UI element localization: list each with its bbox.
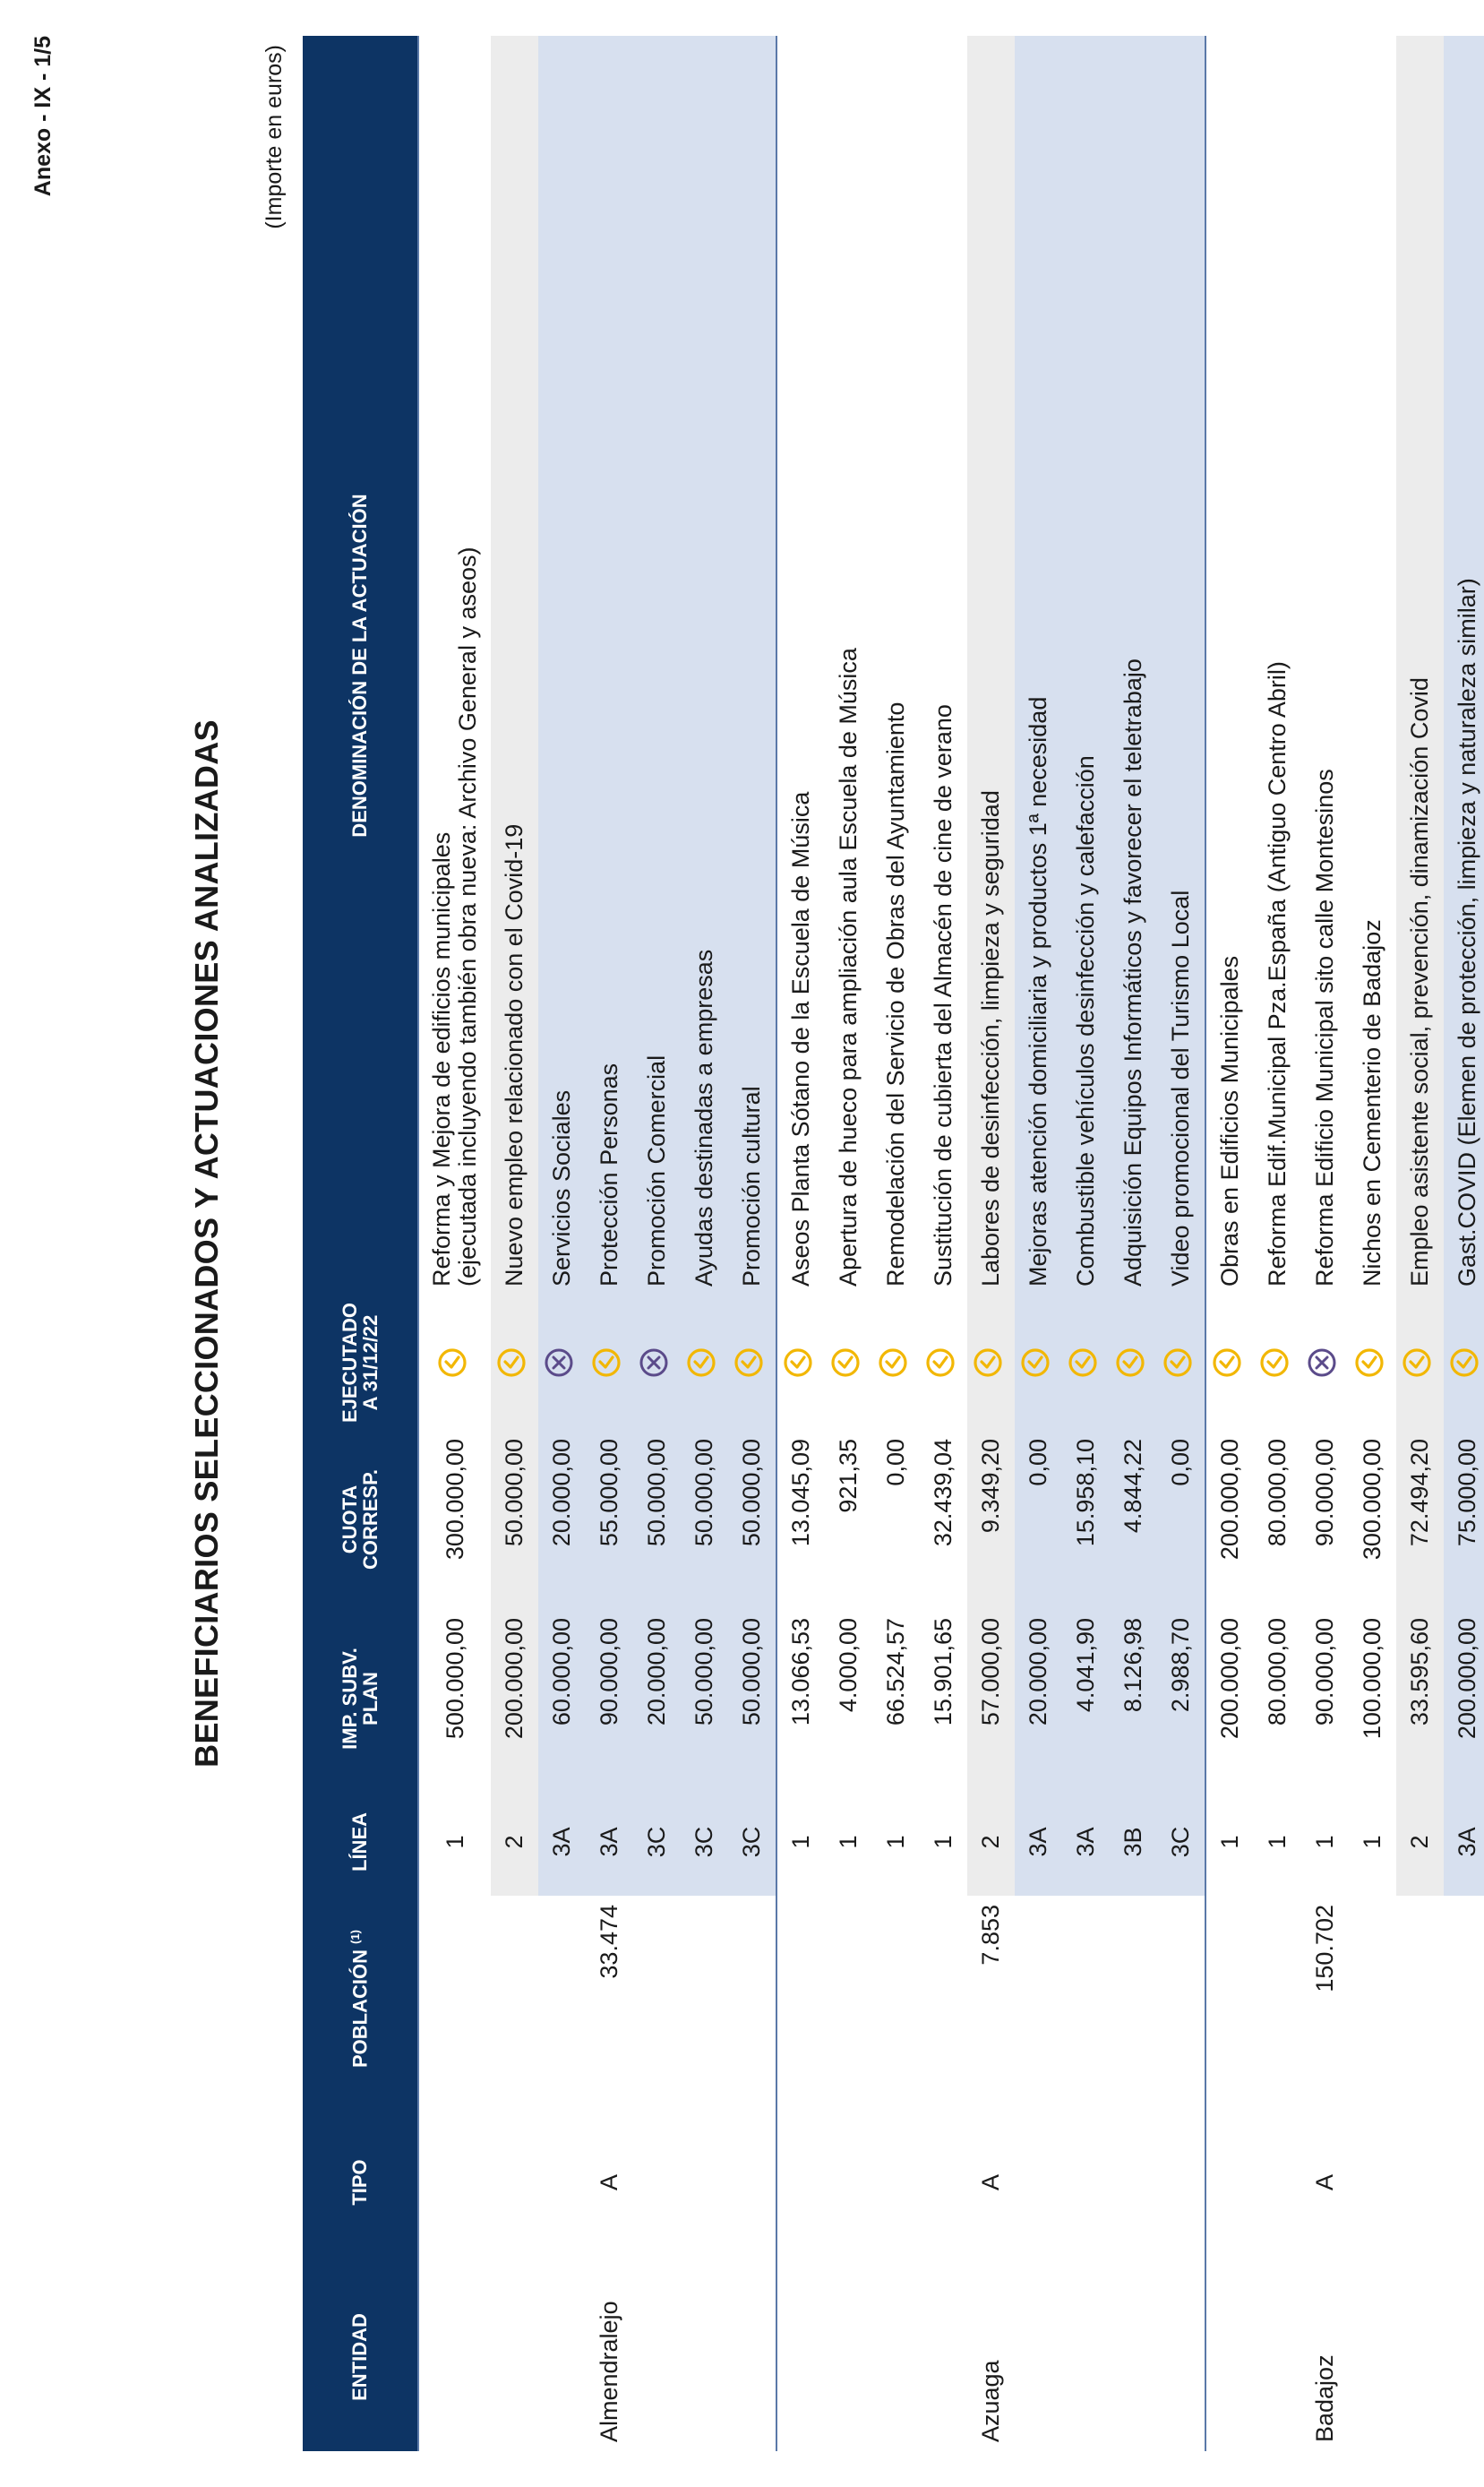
entity-name: Azuaga	[977, 2360, 1004, 2442]
table-body	[418, 36, 1484, 2451]
entity-tipo	[1110, 2102, 1157, 2263]
linea-cell: 1	[1359, 1835, 1385, 1849]
entity-name	[1157, 2263, 1205, 2451]
imp-subv-cell: 20.000,00	[1015, 1609, 1062, 1788]
cuota-cell: 15.958,10	[1062, 1430, 1110, 1609]
imp-subv-cell: 500.000,00	[418, 1609, 491, 1788]
imp-subv-cell: 33.595,60	[1396, 1609, 1444, 1788]
linea-cell: 3C	[728, 1788, 776, 1896]
table-row	[1110, 36, 1157, 2451]
check-circle-icon	[878, 1347, 914, 1378]
check-circle-icon	[1402, 1347, 1438, 1378]
entity-poblacion	[776, 1896, 825, 2102]
imp-subv-cell: 15.901,65	[930, 1618, 956, 1726]
cuota-cell: 75.000,00	[1444, 1430, 1484, 1609]
ejecutado-cell	[825, 1295, 872, 1430]
denominacion-line: Obras en Edificios Municipales	[1215, 955, 1243, 1287]
entity-poblacion	[1254, 1896, 1301, 2102]
entity-name	[1062, 2263, 1110, 2451]
table-row	[967, 36, 1015, 2451]
linea-cell: 3A	[538, 1788, 586, 1896]
denominacion-cell	[633, 36, 681, 1295]
denominacion-cell	[1110, 36, 1157, 1295]
denominacion-line: Remodelación del Servicio de Obras del Ayuntamiento	[881, 701, 909, 1287]
ejecutado-cell	[728, 1295, 776, 1430]
check-circle-icon	[925, 1347, 962, 1378]
ejecutado-cell	[967, 1295, 1015, 1430]
entity-tipo	[872, 2102, 920, 2263]
imp-subv-cell: 50.000,00	[681, 1609, 728, 1788]
ejecutado-cell	[1157, 1295, 1205, 1430]
denominacion-line: Gast.COVID (Elemen de protección, limpieza y naturaleza similar)	[1453, 578, 1480, 1287]
cuota-cell: 55.000,00	[586, 1430, 633, 1609]
table-row	[1062, 36, 1110, 2451]
denominacion-cell	[1015, 36, 1062, 1295]
denominacion-line: Nichos en Cementerio de Badajoz	[1358, 919, 1385, 1287]
table-row	[418, 36, 491, 2451]
denominacion-line: Servicios Sociales	[547, 1089, 575, 1287]
imp-subv-cell: 90.000,00	[586, 1609, 633, 1788]
ejecutado-cell	[1349, 1295, 1396, 1430]
check-circle-icon	[437, 1347, 474, 1378]
col-tipo: TIPO	[303, 2102, 418, 2263]
entity-tipo	[1349, 2102, 1396, 2263]
entity-name	[1015, 2263, 1062, 2451]
cuota-cell: 20.000,00	[538, 1430, 586, 1609]
ejecutado-cell	[491, 1295, 538, 1430]
table-row	[633, 36, 681, 2451]
imp-subv-cell: 4.041,90	[1062, 1609, 1110, 1788]
col-entidad: ENTIDAD	[303, 2263, 418, 2451]
denominacion-line: Apertura de hueco para ampliación aula Escuela de Música	[834, 648, 862, 1287]
entity-tipo: A	[977, 2174, 1004, 2191]
denominacion-line: Aseos Planta Sótano de la Escuela de Música	[786, 791, 814, 1287]
cuota-cell: 72.494,20	[1396, 1430, 1444, 1609]
linea-cell: 3B	[1110, 1788, 1157, 1896]
entity-name	[825, 2263, 872, 2451]
ejecutado-cell	[538, 1295, 586, 1430]
check-circle-icon	[496, 1347, 533, 1378]
page-title: BENEFICIARIOS SELECCIONADOS Y ACTUACIONES ANALIZADAS	[188, 719, 225, 1768]
entity-poblacion	[491, 1896, 538, 2102]
denominacion-cell	[920, 36, 967, 1295]
imp-subv-cell: 90.000,00	[1311, 1618, 1338, 1726]
cuota-cell: 13.045,09	[776, 1430, 825, 1609]
check-circle-icon	[733, 1347, 770, 1378]
cuota-cell: 300.000,00	[1359, 1439, 1385, 1561]
linea-cell: 3A	[1444, 1788, 1484, 1896]
linea-cell: 2	[1396, 1788, 1444, 1896]
ejecutado-cell	[872, 1295, 920, 1430]
imp-subv-cell: 8.126,98	[1110, 1609, 1157, 1788]
denominacion-cell	[1254, 36, 1301, 1295]
denominacion-cell	[586, 36, 633, 1295]
entity-poblacion	[1205, 1896, 1254, 2102]
denominacion-line: Sustitución de cubierta del Almacén de cine de verano	[929, 704, 956, 1287]
table-row	[538, 36, 586, 2451]
denominacion-line: Mejoras atención domiciliaria y productos 1ª necesidad	[1024, 696, 1051, 1287]
units-note: (Importe en euros)	[262, 45, 287, 229]
cuota-cell: 80.000,00	[1264, 1439, 1291, 1547]
entity-poblacion	[418, 1896, 491, 2102]
entity-poblacion	[1015, 1896, 1062, 2102]
cuota-cell: 50.000,00	[681, 1430, 728, 1609]
entity-poblacion	[633, 1896, 681, 2102]
imp-subv-cell: 80.000,00	[1264, 1618, 1291, 1726]
denominacion-line: Protección Personas	[595, 1063, 622, 1287]
imp-subv-cell: 13.066,53	[776, 1609, 825, 1788]
x-circle-icon	[544, 1347, 580, 1378]
cuota-cell: 921,35	[835, 1439, 862, 1513]
check-circle-icon	[1020, 1347, 1057, 1378]
table-row	[825, 36, 872, 2451]
denominacion-cell	[1349, 36, 1396, 1295]
entity-tipo	[1254, 2102, 1301, 2263]
denominacion-cell	[418, 36, 491, 1295]
entity-tipo	[825, 2102, 872, 2263]
entity-tipo	[1396, 2102, 1444, 2263]
col-imp-l1: IMP. SUBV.	[338, 1648, 361, 1750]
entity-name	[920, 2263, 967, 2451]
check-circle-icon	[1162, 1347, 1199, 1378]
cuota-cell: 0,00	[1015, 1430, 1062, 1609]
col-ejec-l2: A 31/12/22	[359, 1314, 382, 1411]
linea-cell: 1	[835, 1835, 862, 1849]
entity-tipo: A	[596, 2174, 622, 2191]
col-ejec-l1: EJECUTADO	[338, 1302, 361, 1424]
entity-poblacion	[825, 1896, 872, 2102]
table-row	[1157, 36, 1205, 2451]
entity-name	[872, 2263, 920, 2451]
entity-name: Badajoz	[1311, 2354, 1338, 2442]
entity-tipo	[681, 2102, 728, 2263]
denominacion-cell	[1396, 36, 1444, 1295]
entity-name	[1396, 2263, 1444, 2451]
col-imp-l2: PLAN	[359, 1672, 382, 1725]
entity-poblacion	[1444, 1896, 1484, 2102]
entity-name	[418, 2263, 491, 2451]
cuota-cell: 32.439,04	[930, 1439, 956, 1547]
table-row	[872, 36, 920, 2451]
cuota-cell: 50.000,00	[633, 1430, 681, 1609]
entity-poblacion: 33.474	[596, 1905, 622, 1979]
imp-subv-cell: 4.000,00	[835, 1618, 862, 1713]
check-circle-icon	[1354, 1347, 1391, 1378]
denominacion-line: Ayudas destinadas a empresas	[690, 949, 717, 1287]
imp-subv-cell: 100.000,00	[1359, 1618, 1385, 1740]
entity-poblacion	[1110, 1896, 1157, 2102]
table-row	[776, 36, 825, 2451]
cuota-cell: 90.000,00	[1311, 1439, 1338, 1547]
entity-tipo	[728, 2102, 776, 2263]
entity-name	[1110, 2263, 1157, 2451]
table-row	[920, 36, 967, 2451]
denominacion-line: Adquisición Equipos Informáticos y favorecer el teletrabajo	[1119, 658, 1146, 1287]
ejecutado-cell	[418, 1295, 491, 1430]
entity-name	[776, 2263, 825, 2451]
ejecutado-cell	[681, 1295, 728, 1430]
entity-poblacion: 7.853	[977, 1905, 1004, 1966]
cuota-cell: 50.000,00	[491, 1430, 538, 1609]
entity-name	[1254, 2263, 1301, 2451]
linea-cell: 1	[882, 1835, 909, 1849]
linea-cell: 3C	[681, 1788, 728, 1896]
entity-poblacion	[920, 1896, 967, 2102]
entity-tipo: A	[1311, 2174, 1338, 2191]
check-circle-icon	[1212, 1347, 1248, 1378]
ejecutado-cell	[1110, 1295, 1157, 1430]
imp-subv-cell: 66.524,57	[882, 1618, 909, 1726]
denominacion-line-2: (ejecutada incluyendo también obra nueva: Archivo General y aseos)	[454, 546, 481, 1287]
entity-tipo	[776, 2102, 825, 2263]
denominacion-cell	[1062, 36, 1110, 1295]
denominacion-line: Labores de desinfección, limpieza y seguridad	[976, 790, 1004, 1287]
table-row	[681, 36, 728, 2451]
col-poblacion-label: POBLACIÓN	[348, 1949, 372, 2069]
denominacion-cell	[1157, 36, 1205, 1295]
denominacion-cell	[1205, 36, 1254, 1295]
imp-subv-cell: 200.000,00	[1444, 1609, 1484, 1788]
denominacion-cell	[776, 36, 825, 1295]
x-circle-icon	[639, 1347, 675, 1378]
table-row	[728, 36, 776, 2451]
denominacion-cell	[872, 36, 920, 1295]
entity-name	[681, 2263, 728, 2451]
x-circle-icon	[1307, 1347, 1343, 1378]
entity-poblacion	[728, 1896, 776, 2102]
linea-cell: 3A	[586, 1788, 633, 1896]
linea-cell: 1	[930, 1835, 956, 1849]
denominacion-line: Reforma y Mejora de edificios municipales	[427, 831, 455, 1287]
imp-subv-cell: 20.000,00	[633, 1609, 681, 1788]
entity-tipo	[1444, 2102, 1484, 2263]
check-circle-icon	[1259, 1347, 1296, 1378]
denominacion-line: Nuevo empleo relacionado con el Covid-19	[500, 823, 528, 1287]
ejecutado-cell	[920, 1295, 967, 1430]
entity-tipo	[1062, 2102, 1110, 2263]
entity-tipo	[1015, 2102, 1062, 2263]
col-imp-subv	[303, 1609, 418, 1788]
denominacion-line: Combustible vehículos desinfección y calefacción	[1071, 755, 1099, 1287]
entity-name: Almendralejo	[596, 2301, 622, 2442]
table-row	[1301, 36, 1349, 2451]
ejecutado-cell	[1444, 1295, 1484, 1430]
imp-subv-cell: 2.988,70	[1157, 1609, 1205, 1788]
check-circle-icon	[686, 1347, 723, 1378]
denominacion-cell	[538, 36, 586, 1295]
table-row	[491, 36, 538, 2451]
linea-cell: 3C	[633, 1788, 681, 1896]
col-poblacion-note: (1)	[348, 1930, 363, 1944]
check-circle-icon	[1115, 1347, 1152, 1378]
linea-cell: 1	[776, 1788, 825, 1896]
cuota-cell: 200.000,00	[1205, 1430, 1254, 1609]
entity-name	[538, 2263, 586, 2451]
check-circle-icon	[783, 1347, 819, 1378]
entity-name	[728, 2263, 776, 2451]
col-linea: LÍNEA	[303, 1788, 418, 1896]
imp-subv-cell: 50.000,00	[728, 1609, 776, 1788]
col-cuota-l1: CUOTA	[338, 1484, 361, 1554]
ejecutado-cell	[1205, 1295, 1254, 1430]
denominacion-cell	[681, 36, 728, 1295]
entity-name	[1205, 2263, 1254, 2451]
check-circle-icon	[591, 1347, 628, 1378]
table-row	[1254, 36, 1301, 2451]
linea-cell: 1	[418, 1788, 491, 1896]
linea-cell: 1	[1311, 1835, 1338, 1849]
col-poblacion	[303, 1896, 418, 2102]
imp-subv-cell: 200.000,00	[491, 1609, 538, 1788]
entity-name	[491, 2263, 538, 2451]
beneficiaries-table	[303, 36, 1484, 2451]
entity-poblacion	[681, 1896, 728, 2102]
check-circle-icon	[830, 1347, 867, 1378]
linea-cell: 3C	[1157, 1788, 1205, 1896]
entity-tipo	[491, 2102, 538, 2263]
table-row	[1444, 36, 1484, 2451]
linea-cell: 2	[491, 1788, 538, 1896]
entity-poblacion	[1157, 1896, 1205, 2102]
table-header	[303, 36, 418, 2451]
ejecutado-cell	[1396, 1295, 1444, 1430]
col-cuota-l2: CORRESP.	[359, 1468, 382, 1571]
entity-poblacion	[538, 1896, 586, 2102]
ejecutado-cell	[776, 1295, 825, 1430]
linea-cell: 3A	[1062, 1788, 1110, 1896]
denominacion-cell	[1301, 36, 1349, 1295]
cuota-cell: 4.844,22	[1110, 1430, 1157, 1609]
table-row	[1396, 36, 1444, 2451]
check-circle-icon	[1068, 1347, 1104, 1378]
denominacion-line: Video promocional del Turismo Local	[1166, 890, 1194, 1287]
check-circle-icon	[973, 1347, 1009, 1378]
col-cuota	[303, 1430, 418, 1609]
entity-poblacion	[1349, 1896, 1396, 2102]
check-circle-icon	[1449, 1347, 1484, 1378]
cuota-cell: 50.000,00	[728, 1430, 776, 1609]
entity-name	[633, 2263, 681, 2451]
imp-subv-cell: 57.000,00	[967, 1609, 1015, 1788]
entity-tipo	[1157, 2102, 1205, 2263]
linea-cell: 2	[967, 1788, 1015, 1896]
denominacion-line: Promoción Comercial	[642, 1054, 670, 1287]
entity-tipo	[538, 2102, 586, 2263]
linea-cell: 1	[1205, 1788, 1254, 1896]
ejecutado-cell	[1254, 1295, 1301, 1430]
entity-poblacion	[1396, 1896, 1444, 2102]
linea-cell: 3A	[1015, 1788, 1062, 1896]
linea-cell: 1	[1264, 1835, 1291, 1849]
entity-poblacion	[1062, 1896, 1110, 2102]
ejecutado-cell	[1062, 1295, 1110, 1430]
cuota-cell: 0,00	[882, 1439, 909, 1486]
denominacion-line: Reforma Edificio Municipal sito calle Montesinos	[1310, 769, 1338, 1287]
denominacion-line: Reforma Edif.Municipal Pza.España (Antiguo Centro Abril)	[1263, 661, 1291, 1287]
cuota-cell: 0,00	[1157, 1430, 1205, 1609]
ejecutado-cell	[1301, 1295, 1349, 1430]
imp-subv-cell: 60.000,00	[538, 1609, 586, 1788]
ejecutado-cell	[1015, 1295, 1062, 1430]
entity-poblacion: 150.702	[1311, 1905, 1338, 1992]
denominacion-cell	[967, 36, 1015, 1295]
denominacion-line: Empleo asistente social, prevención, dinamización Covid	[1405, 677, 1433, 1287]
col-denominacion: DENOMINACIÓN DE LA ACTUACIÓN	[303, 36, 418, 1295]
table-row	[1205, 36, 1254, 2451]
denominacion-cell	[491, 36, 538, 1295]
entity-name	[1349, 2263, 1396, 2451]
table-row	[586, 36, 633, 2451]
cuota-cell: 300.000,00	[418, 1430, 491, 1609]
entity-tipo	[1205, 2102, 1254, 2263]
table-row	[1015, 36, 1062, 2451]
entity-tipo	[418, 2102, 491, 2263]
entity-name	[1444, 2263, 1484, 2451]
denominacion-cell	[825, 36, 872, 1295]
denominacion-cell	[728, 36, 776, 1295]
ejecutado-cell	[633, 1295, 681, 1430]
denominacion-line: Promoción cultural	[737, 1086, 765, 1287]
imp-subv-cell: 200.000,00	[1205, 1609, 1254, 1788]
denominacion-cell	[1444, 36, 1484, 1295]
cuota-cell: 9.349,20	[967, 1430, 1015, 1609]
entity-poblacion	[872, 1896, 920, 2102]
table-row	[1349, 36, 1396, 2451]
ejecutado-cell	[586, 1295, 633, 1430]
col-ejecutado	[303, 1295, 418, 1430]
entity-tipo	[633, 2102, 681, 2263]
entity-tipo	[920, 2102, 967, 2263]
annex-label: Anexo - IX - 1/5	[30, 36, 56, 197]
